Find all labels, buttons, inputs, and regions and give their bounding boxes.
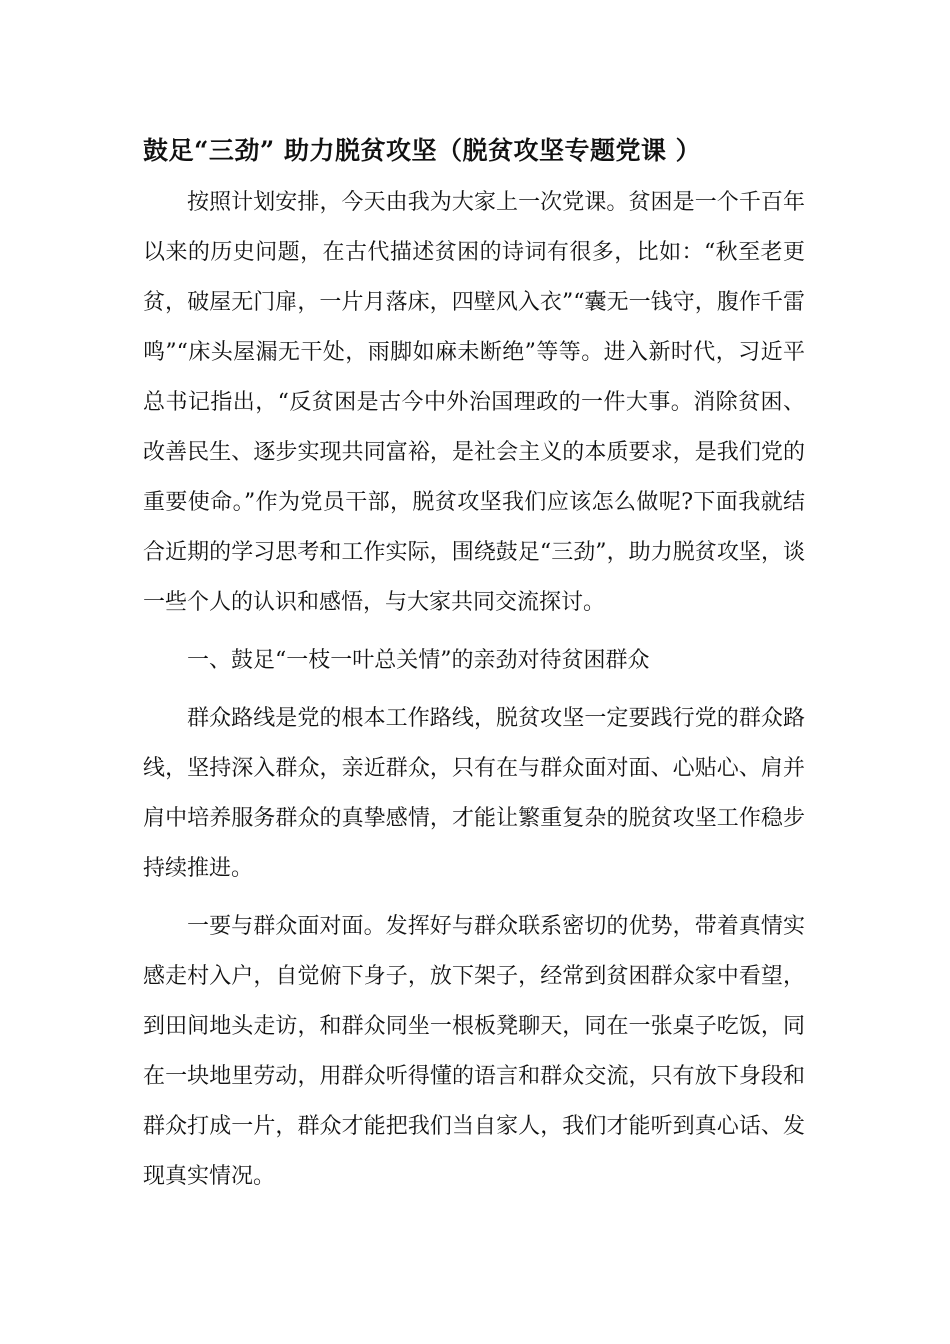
intro-paragraph: 按照计划安排，今天由我为大家上一次党课。贫困是一个千百年以来的历史问题，在古代描述贫困的诗词有很多，比如：“秋至老更贫，破屋无门扉，一片月落床，四壁风入衣”“囊无一钱守，腹作千雷鸣”“床头屋漏无干处，雨脚如麻未断绝”等等。进入新时代，习近平总书记指出，“反贫困是古今中外治国理政的一件大事。消除贫困、改善民生、逐步实现共同富裕，是社会主义的本质要求，是我们党的重要使命。”作为党员干部，脱贫攻坚我们应该怎么做呢?下面我就结合近期的学习思考和工作实际，围绕鼓足“三劲”，助力脱贫攻坚，谈一些个人的认识和感悟，与大家共同交流探讨。 xyxy=(143,190,805,615)
document-body xyxy=(143,178,805,1202)
section-1-paragraph: 群众路线是党的根本工作路线，脱贫攻坚一定要践行党的群众路线，坚持深入群众，亲近群众，只有在与群众面对面、心贴心、肩并肩中培养服务群众的真挚感情，才能让繁重复杂的脱贫攻坚工作稳步持续推进。 xyxy=(143,706,805,881)
point-1-paragraph: 一要与群众面对面。发挥好与群众联系密切的优势，带着真情实感走村入户，自觉俯下身子，放下架子，经常到贫困群众家中看望，到田间地头走访，和群众同坐一根板凳聊天，同在一张桌子吃饭，同在一块地里劳动，用群众听得懂的语言和群众交流，只有放下身段和群众打成一片，群众才能把我们当自家人，我们才能听到真心话、发现真实情况。 xyxy=(143,914,805,1189)
document-title: 鼓足“三劲” 助力脱贫攻坚（脱贫攻坚专题党课 ） xyxy=(143,136,702,165)
section-heading-1: 一、鼓足“一枝一叶总关情”的亲劲对待贫困群众 xyxy=(187,648,650,673)
